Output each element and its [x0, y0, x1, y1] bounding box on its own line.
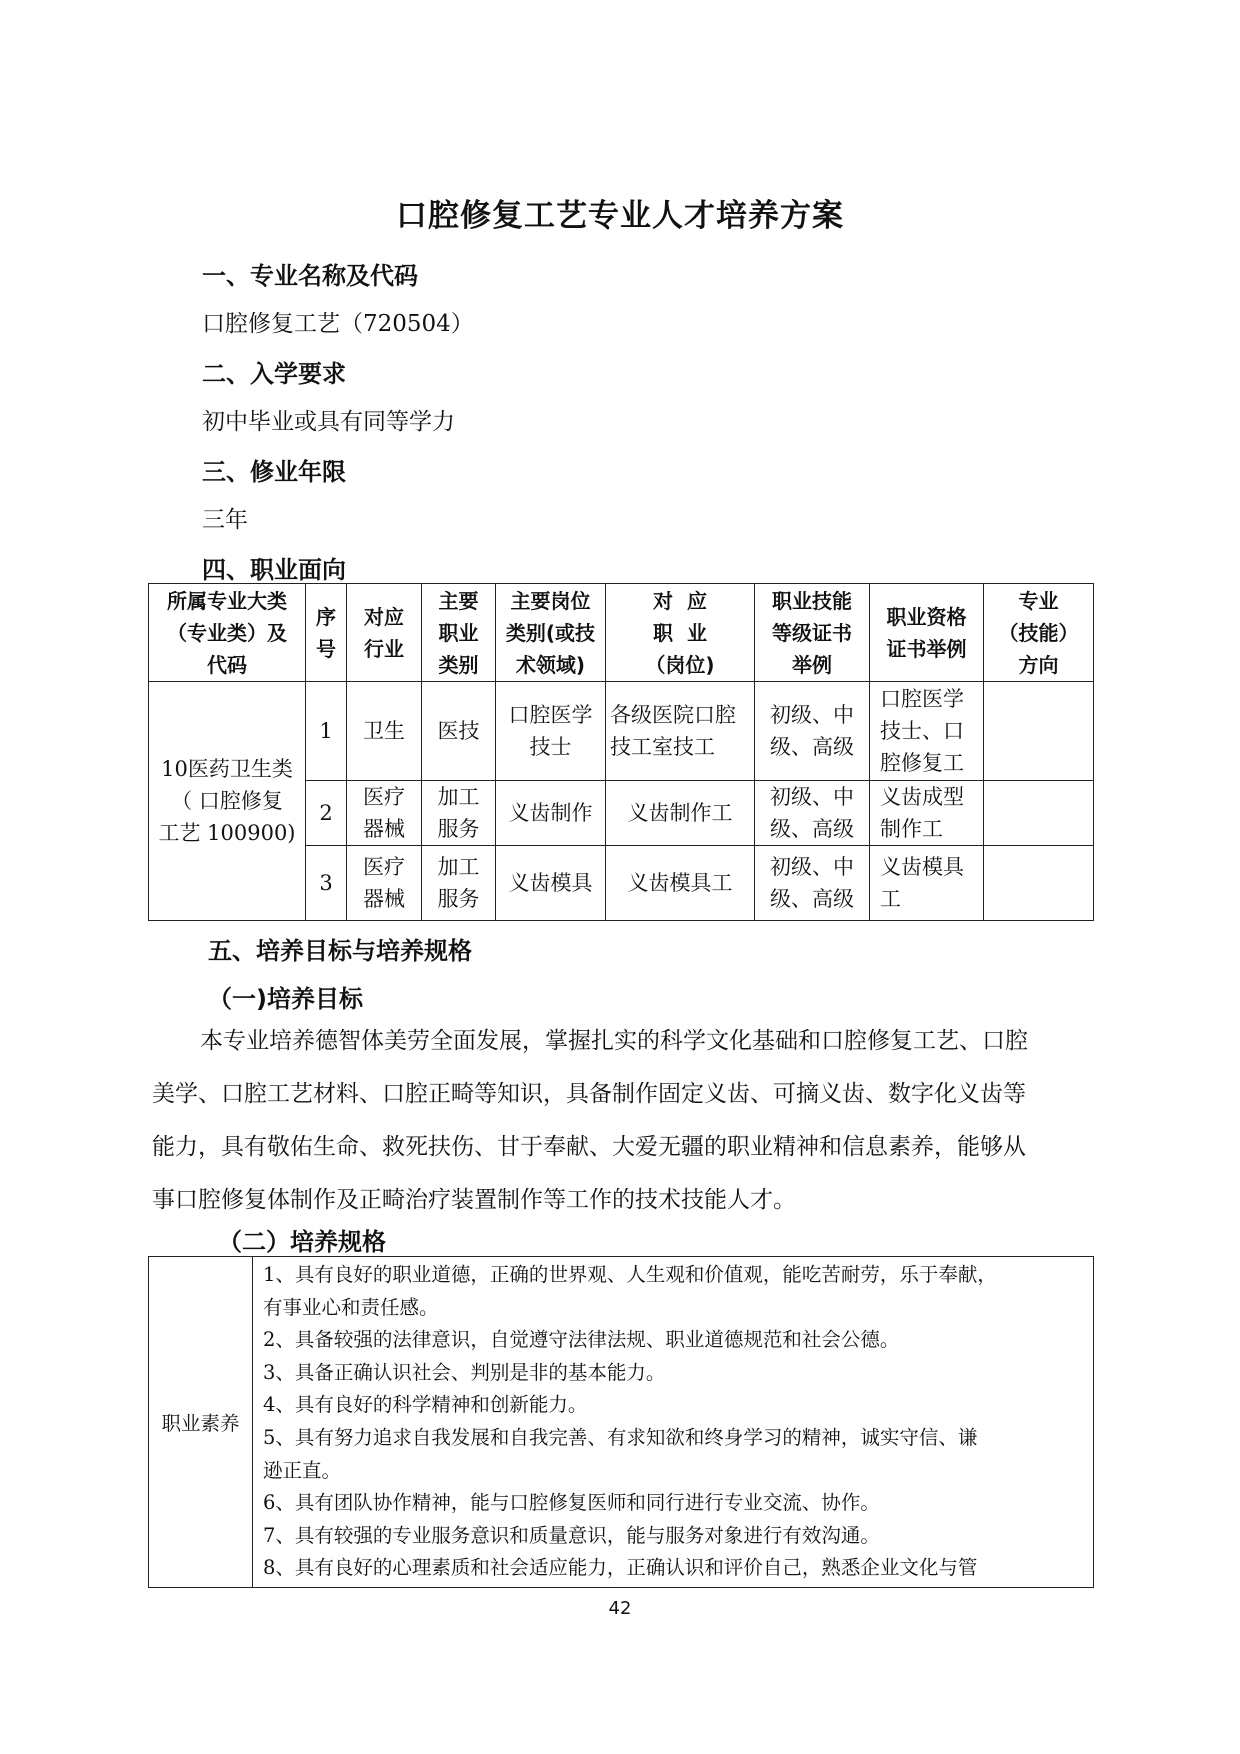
header-cell: 序 号: [306, 584, 347, 682]
header-cell: 对 应 职 业 （岗位): [606, 584, 755, 682]
spec-item: 2、具备较强的法律意识，自觉遵守法律法规、职业道德规范和社会公德。: [263, 1328, 900, 1352]
industry-cell: 医疗 器械: [347, 781, 422, 846]
skill-cert-cell: 初级、中 级、高级: [755, 781, 870, 846]
spec-category-cell: 职业素养: [149, 1257, 253, 1588]
row-number-cell: 2: [306, 781, 347, 846]
row-number-cell: 3: [306, 846, 347, 921]
row-number-cell: 1: [306, 682, 347, 781]
qualification-cert-cell: 口腔医学 技士、口 腔修复工: [870, 682, 984, 781]
direction-cell: [984, 682, 1094, 781]
training-goal-paragraph: [152, 1015, 1092, 1227]
spec-item: 3、具备正确认识社会、判别是非的基本能力。: [263, 1360, 666, 1384]
occupation-cell: 加工 服务: [422, 846, 496, 921]
table-row: [149, 1257, 1094, 1588]
job-cell: 各级医院口腔 技工室技工: [606, 682, 755, 781]
spec-item: 逊正直。: [263, 1458, 342, 1482]
occupation-cell: 医技: [422, 682, 496, 781]
admission-text: 初中毕业或具有同等学力: [202, 409, 455, 435]
spec-item: 5、具有努力追求自我发展和自我完善、有求知欲和终身学习的精神，诚实守信、谦: [263, 1425, 978, 1449]
training-spec-table: [148, 1256, 1094, 1588]
subsection-heading-goal: （一)培养目标: [208, 985, 363, 1013]
skill-cert-cell: 初级、中 级、高级: [755, 846, 870, 921]
major-name-code-text: 口腔修复工艺（720504）: [202, 311, 474, 337]
spec-item: 8、具有良好的心理素质和社会适应能力，正确认识和评价自己，熟悉企业文化与管: [263, 1556, 978, 1580]
section-heading-name-code: 一、专业名称及代码: [202, 262, 418, 290]
industry-cell: 医疗 器械: [347, 846, 422, 921]
paragraph-line: 能力，具有敬佑生命、救死扶伤、甘于奉献、大爱无疆的职业精神和信息素养，能够从: [152, 1134, 1026, 1160]
qualification-cert-cell: 义齿成型 制作工: [870, 781, 984, 846]
skill-cert-cell: 初级、中 级、高级: [755, 682, 870, 781]
table-header-row: [149, 584, 1094, 682]
paragraph-line: 事口腔修复体制作及正畸治疗装置制作等工作的技术技能人才。: [152, 1187, 796, 1213]
post-cell: 义齿模具: [496, 846, 606, 921]
category-cell: 10医药卫生类 （ 口腔修复 工艺 100900): [149, 682, 306, 921]
header-cell: 职业技能 等级证书 举例: [755, 584, 870, 682]
header-cell: 主要岗位 类别(或技 术领域): [496, 584, 606, 682]
occupation-cell: 加工 服务: [422, 781, 496, 846]
job-cell: 义齿制作工: [606, 781, 755, 846]
spec-item: 6、具有团队协作精神，能与口腔修复医师和同行进行专业交流、协作。: [263, 1491, 880, 1515]
section-heading-career: 四、职业面向: [202, 556, 346, 584]
paragraph-line: 本专业培养德智体美劳全面发展，掌握扎实的科学文化基础和口腔修复工艺、口腔: [200, 1028, 1028, 1054]
qualification-cert-cell: 义齿模具 工: [870, 846, 984, 921]
career-orientation-table: [148, 583, 1094, 921]
industry-cell: 卫生: [347, 682, 422, 781]
duration-text: 三年: [202, 507, 248, 533]
direction-cell: [984, 781, 1094, 846]
header-cell: 对应 行业: [347, 584, 422, 682]
spec-item: 1、具有良好的职业道德，正确的世界观、人生观和价值观，能吃苦耐劳，乐于奉献，: [263, 1263, 997, 1286]
header-cell: 主要 职业 类别: [422, 584, 496, 682]
subsection-heading-spec: （二）培养规格: [218, 1228, 386, 1256]
spec-item: 有事业心和责任感。: [263, 1295, 439, 1319]
spec-item: 4、具有良好的科学精神和创新能力。: [263, 1393, 588, 1417]
spec-item: 7、具有较强的专业服务意识和质量意识，能与服务对象进行有效沟通。: [263, 1523, 880, 1547]
post-cell: 口腔医学 技士: [496, 682, 606, 781]
table-row: [149, 682, 1094, 781]
document-title: 口腔修复工艺专业人才培养方案: [396, 198, 844, 234]
post-cell: 义齿制作: [496, 781, 606, 846]
header-cell: 专业 （技能） 方向: [984, 584, 1094, 682]
paragraph-line: 美学、口腔工艺材料、口腔正畸等知识，具备制作固定义齿、可摘义齿、数字化义齿等: [152, 1081, 1026, 1107]
job-cell: 义齿模具工: [606, 846, 755, 921]
section-heading-objectives: 五、培养目标与培养规格: [208, 937, 472, 965]
direction-cell: [984, 846, 1094, 921]
page-number: 42: [608, 1598, 632, 1619]
header-cell: 职业资格 证书举例: [870, 584, 984, 682]
section-heading-duration: 三、修业年限: [202, 458, 346, 486]
section-heading-admission: 二、入学要求: [202, 360, 346, 388]
header-cell: 所属专业大类 （专业类）及 代码: [149, 584, 306, 682]
spec-items-cell: [253, 1257, 1094, 1588]
